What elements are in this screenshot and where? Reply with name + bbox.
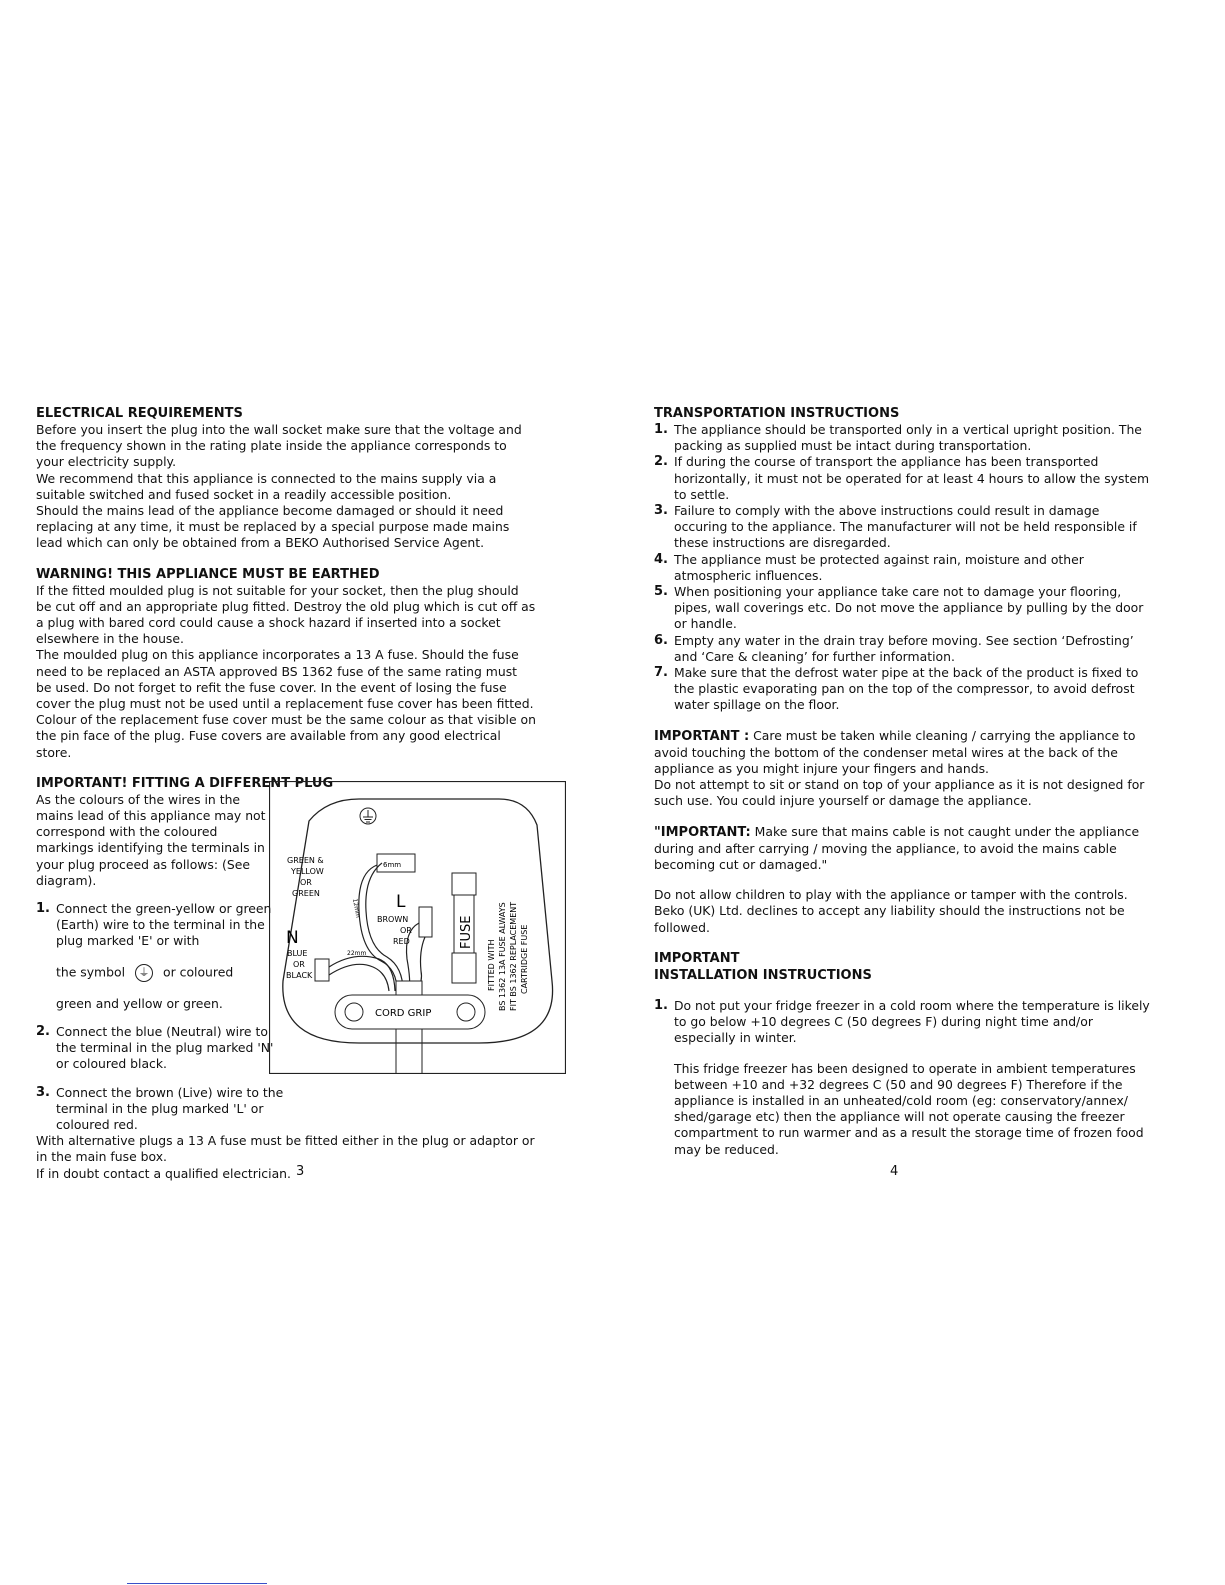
live-wire-label: BROWN <box>377 915 409 924</box>
step-text: or coloured <box>163 964 234 980</box>
paragraph: If the fitted moulded plug is not suitable for your socket, then the plug should be cut off and an appropriate plug fitted. Destroy the old plug which is cut off as a plug with bared cord could cause a shock hazard if inserted into a socket elsewhere in the house. <box>36 582 536 647</box>
step-text: green and yellow or green. <box>56 995 223 1011</box>
paragraph: Should the mains lead of the appliance become damaged or should it need replacing at any time, it must be replaced by a special purpose made mains lead which can only be obtained from a BEKO Authorised Service Agent. <box>36 503 510 551</box>
important-text: Make sure that mains cable is not caught under the appliance during and after carrying / moving the appliance, to avoid the mains cable becoming cut or damaged." <box>654 823 1140 873</box>
item-number: 5. <box>654 584 668 600</box>
fitting-plug-intro: As the colours of the wires in the mains lead of this appliance may not correspond with the coloured markings identifying the terminals in your plug proceed as follows: (See diagram). <box>36 791 266 888</box>
fitting-plug-heading: IMPORTANT! FITTING A DIFFERENT PLUG <box>36 775 334 791</box>
item-text: This fridge freezer has been designed to operate in ambient temperatures between +10 and +32 degrees C (50 and 90 degrees F) Therefore if the appliance is installed in an unheated/cold room (eg: conservatory/annex/ shed/garage etc) then the appliance will not operate causing the freezer compartment to run warmer and as a result the storage time of frozen food may be reduced. <box>674 1060 1144 1157</box>
list-item <box>654 454 1150 503</box>
important-text: Care must be taken while cleaning / carrying the appliance to avoid touching the bottom of the condenser metal wires at the back of the appliance as you might injure your fingers and hands. <box>654 727 1136 777</box>
earth-symbol-icon: ⏚ <box>135 964 153 982</box>
strip-length-label: 6mm <box>383 861 402 869</box>
neutral-wire-label: BLUE <box>287 949 308 958</box>
step-text: the symbol <box>56 964 126 980</box>
installation-heading-2: INSTALLATION INSTRUCTIONS <box>654 967 872 983</box>
earth-wire-label: GREEN <box>292 889 320 898</box>
step-number: 1. <box>36 901 50 917</box>
plug-step-3 <box>36 1085 286 1134</box>
list-item <box>654 422 1150 454</box>
item-text: Make sure that the defrost water pipe at the back of the product is fixed to the plastic evaporating pan on the top of the compressor, to avoid defrost water spillage on the floor. <box>674 665 1139 713</box>
page-number: 3 <box>296 1164 305 1179</box>
step-text: Connect the green-yellow or green (Earth) wire to the terminal in the plug marked 'E' or with <box>56 901 272 949</box>
item-text: Failure to comply with the above instructions could result in damage occuring to the appliance. The manufacturer will not be held responsible if these instructions are disregarded. <box>674 503 1137 551</box>
divider <box>127 1583 267 1584</box>
live-letter: L <box>396 892 406 912</box>
item-number: 1. <box>654 422 668 437</box>
fuse-note: CARTRIDGE FUSE <box>520 924 529 994</box>
paragraph: If in doubt contact a qualified electrician. <box>36 1165 291 1181</box>
item-number: 7. <box>654 665 668 681</box>
step-number: 3. <box>36 1084 50 1100</box>
cord-grip-label: CORD GRIP <box>375 1008 432 1019</box>
paragraph: The moulded plug on this appliance incorporates a 13 A fuse. Should the fuse need to be replaced an ASTA approved BS 1362 fuse of the same rating must be used. Do not forget to refit the fuse cover. In the event of losing the fuse cover the plug must not be used until a replacement fuse cover has been fitted. Colour of the replacement fuse cover must be the same colour as that visible on the pin face of the plug. Fuse covers are available from any good electrical store. <box>36 647 536 760</box>
right-page <box>654 405 1150 1158</box>
step-text: Connect the brown (Live) wire to the terminal in the plug marked 'L' or coloured red. <box>56 1084 284 1132</box>
live-wire-label: RED <box>393 937 410 946</box>
important-label: "IMPORTANT: <box>654 824 751 840</box>
important-care-note <box>654 728 1150 778</box>
neutral-wire-label: OR <box>293 960 305 969</box>
electrical-requirements-text <box>36 422 536 552</box>
page-number: 4 <box>890 1164 899 1179</box>
installation-item-1 <box>654 998 1150 1158</box>
neutral-terminal <box>315 959 329 981</box>
list-item <box>654 665 1150 714</box>
fuse-note: BS 1362 13A FUSE ALWAYS <box>498 902 507 1011</box>
important-label: IMPORTANT : <box>654 728 750 744</box>
strip-length-label: 12mm <box>351 898 362 919</box>
strip-length-label: 22mm <box>347 950 367 957</box>
item-text: When positioning your appliance take care not to damage your flooring, pipes, wall coverings etc. Do not move the appliance by pulling by the door or handle. <box>674 584 1144 632</box>
item-number: 6. <box>654 632 668 648</box>
item-text: The appliance should be transported only in a vertical upright position. The packing as supplied must be intact during transportation. <box>674 422 1142 454</box>
transportation-list <box>654 422 1150 714</box>
list-item <box>654 552 1150 584</box>
fuse-label: FUSE <box>459 915 474 949</box>
live-terminal <box>419 907 432 937</box>
earth-wire-label: GREEN & <box>287 856 324 865</box>
neutral-wire-label: BLACK <box>286 971 313 980</box>
list-item <box>654 584 1150 633</box>
earth-symbol-line <box>56 964 286 982</box>
step-text: Connect the blue (Neutral) wire to the terminal in the plug marked 'N' or coloured black. <box>56 1023 274 1072</box>
fuse-note: FIT BS 1362 REPLACEMENT <box>509 901 518 1011</box>
item-text: If during the course of transport the appliance has been transported horizontally, it must not be operated for at least 4 hours to allow the system to settle. <box>674 454 1150 502</box>
earth-wire-label: OR <box>300 878 312 887</box>
neutral-letter: N <box>286 928 299 948</box>
step-number: 2. <box>36 1023 50 1039</box>
plug-wiring-diagram <box>269 781 566 1074</box>
item-text: Do not put your fridge freezer in a cold room where the temperature is likely to go below +10 degrees C (50 degrees F) during night time and/or especially in winter. <box>674 997 1150 1046</box>
children-note: Do not allow children to play with the appliance or tamper with the controls. Beko (UK) Ltd. declines to accept any liability should the instructions not be followed. <box>654 887 1128 935</box>
earth-wire-label: YELLOW <box>291 867 324 876</box>
plug-step-2 <box>36 1024 286 1073</box>
list-item <box>654 633 1150 665</box>
electrical-requirements-heading: ELECTRICAL REQUIREMENTS <box>36 406 243 421</box>
paragraph: With alternative plugs a 13 A fuse must be fitted either in the plug or adaptor or in the main fuse box. <box>36 1133 535 1165</box>
paragraph: Before you insert the plug into the wall socket make sure that the voltage and the frequency shown in the rating plate inside the appliance corresponds to your electricity supply. <box>36 422 522 470</box>
live-wire-label: OR <box>400 926 412 935</box>
plug-outro <box>36 1133 536 1182</box>
transportation-heading: TRANSPORTATION INSTRUCTIONS <box>654 406 900 421</box>
fuse-note: FITTED WITH <box>487 939 496 991</box>
item-text: The appliance must be protected against rain, moisture and other atmospheric influences. <box>674 551 1084 583</box>
item-number: 2. <box>654 454 668 470</box>
important-sit-note: Do not attempt to sit or stand on top of your appliance as it is not designed for such use. You could injure yourself or damage the appliance. <box>654 777 1145 809</box>
neutral-wire <box>329 956 395 991</box>
item-number: 1. <box>654 997 668 1013</box>
item-text: Empty any water in the drain tray before moving. See section ‘Defrosting’ and ‘Care & cleaning’ for further information. <box>674 632 1134 664</box>
important-cable-note <box>654 824 1150 874</box>
paragraph: We recommend that this appliance is connected to the mains supply via a suitable switched and fused socket in a readily accessible position. <box>36 470 497 502</box>
item-number: 4. <box>654 551 668 567</box>
earth-terminal-icon <box>360 808 376 824</box>
plug-step-1 <box>36 901 286 1012</box>
item-number: 3. <box>654 503 668 519</box>
warning-earthed-heading: WARNING! THIS APPLIANCE MUST BE EARTHED <box>36 566 380 582</box>
warning-earthed-text <box>36 583 536 761</box>
installation-heading-1: IMPORTANT <box>654 950 740 966</box>
list-item <box>654 503 1150 552</box>
